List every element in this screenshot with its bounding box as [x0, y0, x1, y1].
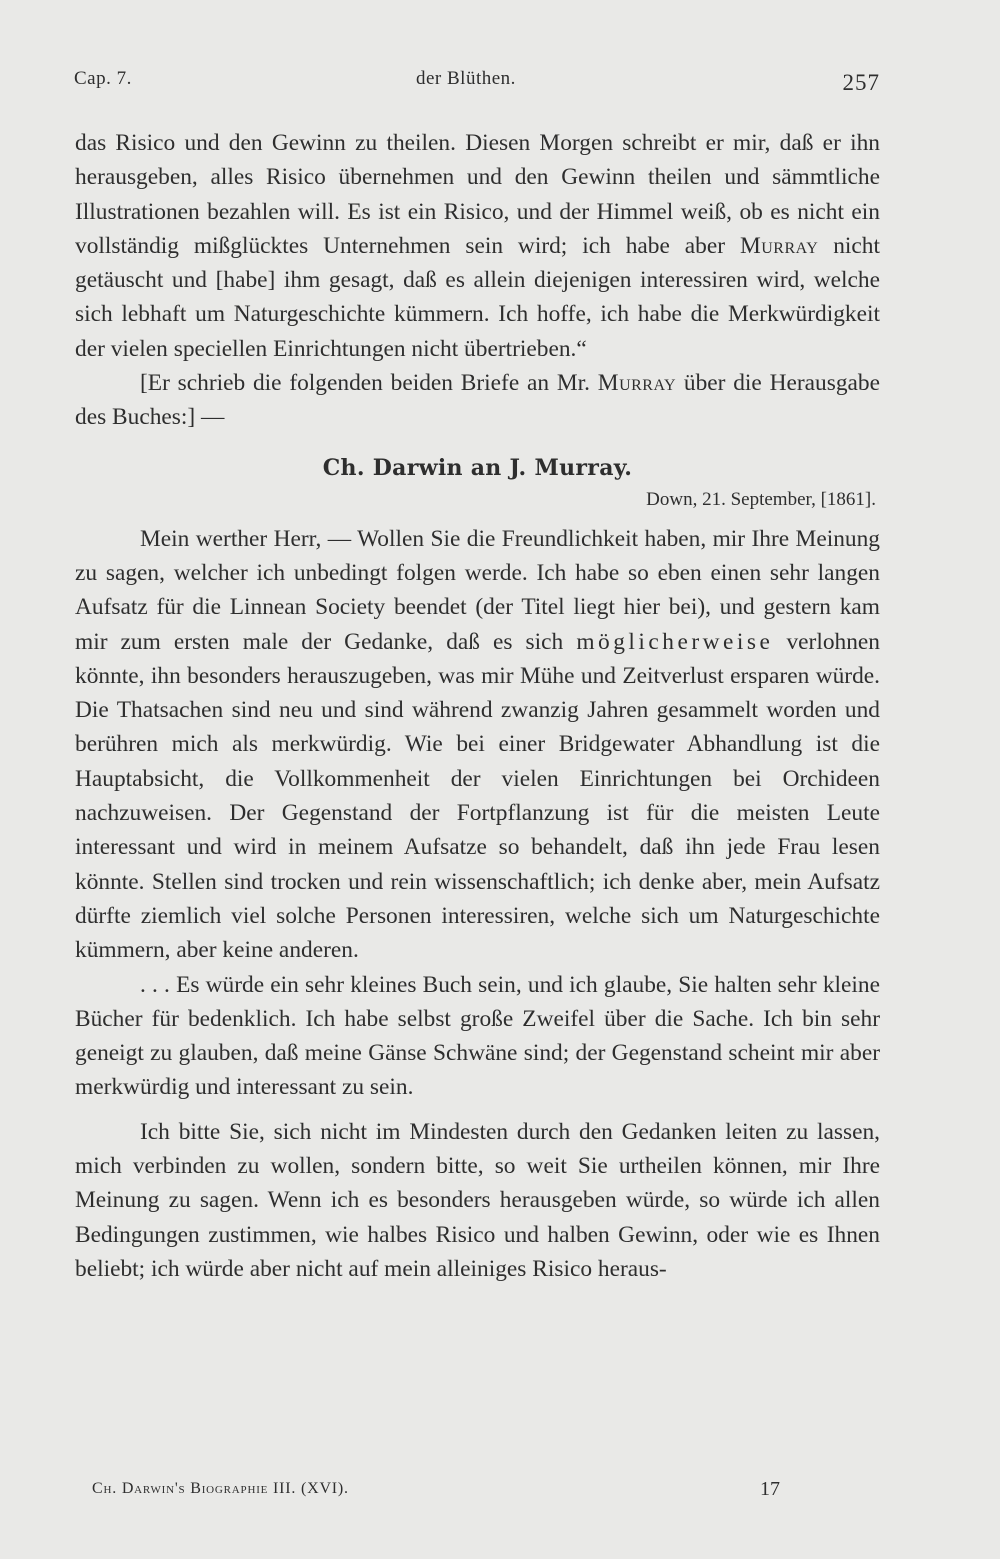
paragraph-5: Ich bitte Sie, sich nicht im Mindesten durch den Gedanken leiten zu lassen, mich verbinden zu wollen, sondern bitte, so weit Sie urtheilen können, mir Ihre Meinung zu sagen. Wenn ich es besonders herausgeben würde, so würde ich allen Bedingungen zustimmen, wie halbes Risico und halben Gewinn, oder wie es Ihnen beliebt; ich würde aber nicht auf mein alleiniges Risico heraus-	[75, 1118, 880, 1282]
paragraph-1-end: nicht getäuscht und [habe] ihm gesagt, daß es allein diejenigen interessiren wird, welche sich lebhaft um Naturgeschichte kümmern. Ich hoffe, ich habe die Merkwürdigkeit der vielen speciellen Einrichtungen nicht übertrieben.“	[75, 232, 880, 362]
paragraph-2	[75, 366, 880, 435]
paragraph-3	[75, 522, 880, 968]
paragraph-4: . . . Es würde ein sehr kleines Buch sein, und ich glaube, Sie halten sehr kleine Bücher für bedenklich. Ich habe selbst große Zweifel über die Sache. Ich bin sehr geneigt zu glauben, daß meine Gänse Schwäne sind; der Gegenstand scheint mir aber merkwürdig und interessant zu sein.	[75, 971, 880, 1101]
letter-dateline: Down, 21. September, [1861].	[646, 488, 876, 510]
page-number: 257	[842, 70, 880, 95]
paragraph-1-text: das Risico und den Gewinn zu theilen. Diesen Morgen schreibt er mir, daß er ihn herausgeben, alles Risico übernehmen und den Gewinn theilen und sämmtliche Illustrationen bezahlen will. Es ist ein Risico, und der Himmel weiß, ob es nicht ein vollständig mißglücktes Unternehmen sein wird; ich habe aber	[75, 130, 880, 259]
printer-signature: Ch. Darwin's Biographie III. (XVI).	[92, 1480, 349, 1497]
name-murray: Murray	[597, 370, 677, 397]
paragraph-3-start: Mein werther Herr, — Wollen Sie die Freundlichkeit haben, mir Ihre Meinung zu sagen, welcher ich unbedingt folgen werde. Ich habe so eben einen sehr langen Aufsatz für die Linnean Society beendet (der Titel liegt hier bei), und gestern kam mir zum ersten male der Gedanke, daß es sich	[75, 525, 880, 655]
letter-heading: Ch. Darwin an J. Murray.	[322, 454, 633, 481]
paragraph-3-end: verlohnen könnte, ihn besonders herauszugeben, was mir Mühe und Zeitverlust ersparen würde. Die Thatsachen sind neu und sind während zwanzig Jahren gesammelt worden und berühren mich als merkwürdig. Wie bei einer Bridgewater Abhandlung ist die Hauptabsicht, die Vollkommenheit der vielen Einrichtungen bei Orchideen nachzuweisen. Der Gegenstand der Fortpflanzung ist für die meisten Leute interessant und wird in meinem Aufsatze so behandelt, daß ihn jede Frau lesen könnte. Stellen sind trocken und rein wissenschaftlich; ich denke aber, mein Aufsatz dürfte ziemlich viel solche Personen interessiren, welche sich um Naturgeschichte kümmern, aber keine anderen.	[75, 628, 880, 964]
chapter-label: Cap. 7.	[74, 68, 132, 89]
paragraph-2-start: [Er schrieb die folgenden beiden Briefe an Mr.	[140, 370, 590, 397]
page-footer	[92, 1480, 780, 1510]
running-title: der Blüthen.	[416, 68, 516, 89]
emphasized-word: möglicherweise	[576, 628, 774, 655]
paragraph-1	[75, 126, 880, 366]
name-murray: Murray	[739, 232, 819, 259]
body-text	[75, 126, 880, 1286]
paragraph-2-end: über die Herausgabe des Buches:] —	[75, 370, 880, 431]
running-header	[74, 62, 880, 102]
sheet-number: 17	[760, 1478, 780, 1500]
